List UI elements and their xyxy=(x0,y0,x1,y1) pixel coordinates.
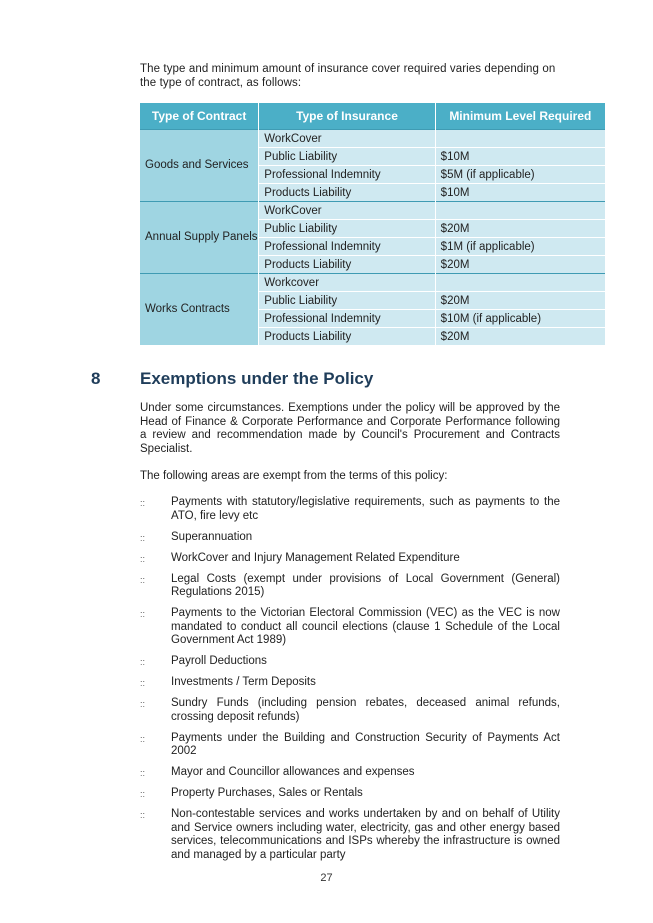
header-type-of-contract: Type of Contract xyxy=(140,103,259,130)
minimum-level-cell xyxy=(435,130,605,148)
list-item-text: Payments with statutory/legislative requirements, such as payments to the ATO, fire levy etc xyxy=(171,496,560,522)
bullet-icon: :: xyxy=(140,810,146,820)
insurance-type-cell: Professional Indemnity xyxy=(259,166,435,184)
list-item xyxy=(140,732,560,759)
list-item-text: Payroll Deductions xyxy=(171,655,267,667)
minimum-level-cell xyxy=(435,274,605,292)
bullet-icon: :: xyxy=(140,574,146,585)
list-item-text: WorkCover and Injury Management Related Expenditure xyxy=(171,551,460,564)
insurance-type-cell: Professional Indemnity xyxy=(259,238,435,256)
contract-group-label: Annual Supply Panels xyxy=(140,202,259,274)
header-minimum-level: Minimum Level Required xyxy=(435,103,605,130)
list-item-text: Legal Costs (exempt under provisions of Local Government (General) Regulations 2015) xyxy=(171,572,560,598)
page-number: 27 xyxy=(320,872,333,884)
list-item-text: Payments to the Victorian Electoral Commission (VEC) as the VEC is now mandated to conduct all council elections (clause 1 Schedule of the Local Government Act 1989) xyxy=(171,607,560,646)
minimum-level-cell: $20M xyxy=(435,256,605,274)
minimum-level-cell: $5M (if applicable) xyxy=(435,166,605,184)
insurance-table xyxy=(140,103,605,345)
bullet-icon: :: xyxy=(140,532,146,543)
insurance-type-cell: Public Liability xyxy=(259,292,435,310)
insurance-type-cell: Workcover xyxy=(259,274,435,292)
bullet-icon: :: xyxy=(140,498,146,508)
insurance-type-cell: WorkCover xyxy=(259,130,435,148)
list-item-text: Payments under the Building and Construction Security of Payments Act 2002 xyxy=(171,731,560,757)
insurance-type-cell: Public Liability xyxy=(259,148,435,166)
list-item-text: Superannuation xyxy=(171,530,253,543)
insurance-type-cell: Products Liability xyxy=(259,256,435,274)
insurance-type-cell: Public Liability xyxy=(259,220,435,238)
bullet-icon: :: xyxy=(140,553,146,564)
insurance-type-cell: Products Liability xyxy=(259,328,435,346)
list-item xyxy=(140,552,560,566)
list-item-text: Sundry Funds (including pension rebates, deceased animal refunds, crossing deposit refunds) xyxy=(171,697,560,723)
header-type-of-insurance: Type of Insurance xyxy=(259,103,435,130)
contract-group-label: Works Contracts xyxy=(140,274,259,346)
list-item-text: Property Purchases, Sales or Rentals xyxy=(171,787,363,799)
bullet-icon: :: xyxy=(140,733,146,744)
list-item xyxy=(140,787,560,801)
list-item xyxy=(140,808,560,862)
section-number: 8 xyxy=(91,369,101,388)
list-item-text: Mayor and Councillor allowances and expenses xyxy=(171,766,415,778)
table-row xyxy=(140,274,605,292)
exemptions-intro-paragraph: Under some circumstances. Exemptions under the policy will be approved by the Head of Finance & Corporate Performance and Corporate Performance following a review and recommendation made by Council's Procurement and Contracts Specialist. xyxy=(140,402,560,455)
list-item xyxy=(140,697,560,724)
list-item xyxy=(140,607,560,648)
minimum-level-cell: $10M (if applicable) xyxy=(435,310,605,328)
contract-group-label: Goods and Services xyxy=(140,130,259,202)
bullet-icon: :: xyxy=(140,657,146,667)
list-item-text: Investments / Term Deposits xyxy=(171,676,316,688)
minimum-level-cell: $20M xyxy=(435,292,605,310)
list-item-text: Non-contestable services and works undertaken by and on behalf of Utility and Service owners including water, electricity, gas and other energy based services, telecommunications and ISPs whereby the infrastructure is owned and managed by a particular party xyxy=(171,808,560,861)
minimum-level-cell: $20M xyxy=(435,328,605,346)
bullet-icon: :: xyxy=(140,678,146,688)
list-item xyxy=(140,496,560,523)
list-item xyxy=(140,573,560,600)
minimum-level-cell: $10M xyxy=(435,148,605,166)
exemptions-list xyxy=(140,496,560,870)
bullet-icon: :: xyxy=(140,768,146,778)
section-title: Exemptions under the Policy xyxy=(140,369,374,388)
minimum-level-cell: $20M xyxy=(435,220,605,238)
list-item xyxy=(140,676,560,690)
insurance-type-cell: Professional Indemnity xyxy=(259,310,435,328)
table-row xyxy=(140,130,605,148)
bullet-icon: :: xyxy=(140,609,146,619)
list-item xyxy=(140,655,560,669)
list-item xyxy=(140,766,560,780)
insurance-type-cell: Products Liability xyxy=(259,184,435,202)
minimum-level-cell: $1M (if applicable) xyxy=(435,238,605,256)
table-row xyxy=(140,202,605,220)
minimum-level-cell: $10M xyxy=(435,184,605,202)
bullet-icon: :: xyxy=(140,789,146,799)
list-item xyxy=(140,531,560,545)
exempt-areas-lead-in: The following areas are exempt from the terms of this policy: xyxy=(140,470,448,482)
minimum-level-cell xyxy=(435,202,605,220)
bullet-icon: :: xyxy=(140,699,146,709)
intro-paragraph: The type and minimum amount of insurance cover required varies depending on the type of contract, as follows: xyxy=(140,63,556,89)
insurance-type-cell: WorkCover xyxy=(259,202,435,220)
table-header-row xyxy=(140,103,605,130)
